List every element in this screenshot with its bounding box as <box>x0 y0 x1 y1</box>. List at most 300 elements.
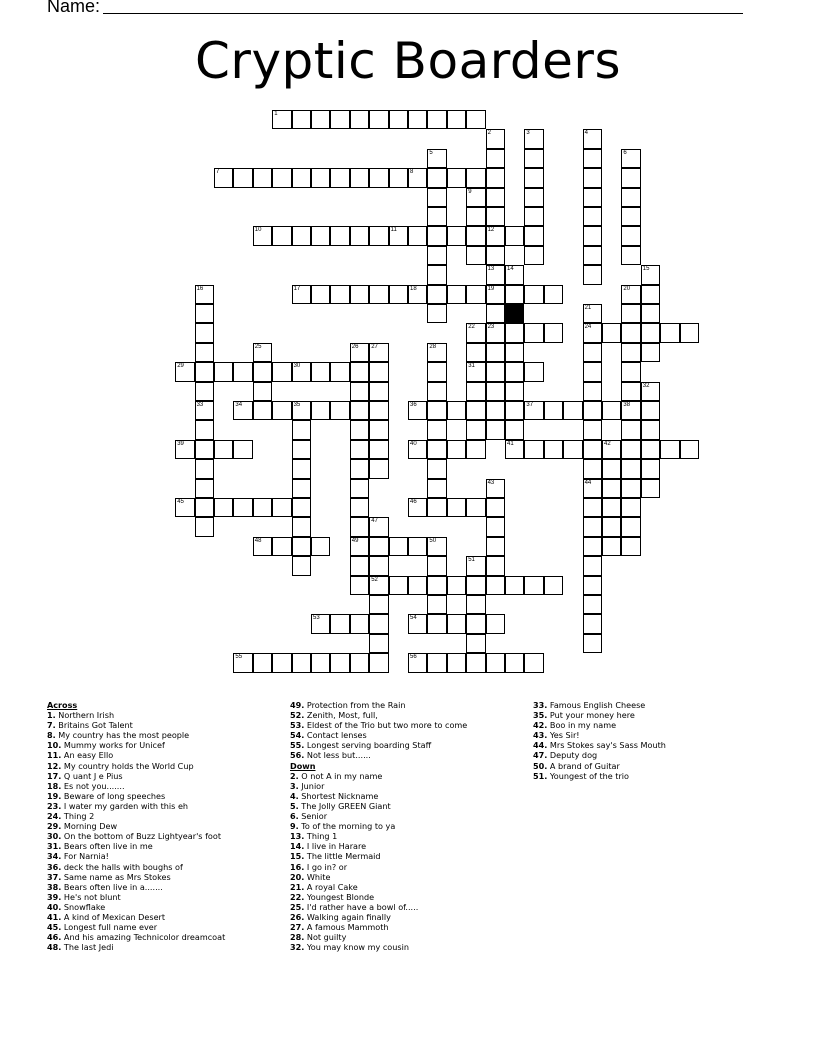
grid-cell[interactable] <box>447 498 466 517</box>
grid-cell[interactable] <box>350 226 369 245</box>
grid-cell[interactable] <box>214 362 233 381</box>
grid-cell[interactable] <box>602 517 621 536</box>
grid-cell[interactable] <box>486 323 505 342</box>
grid-cell[interactable] <box>350 517 369 536</box>
grid-cell[interactable] <box>621 517 640 536</box>
grid-cell[interactable] <box>427 420 446 439</box>
grid-cell[interactable] <box>583 207 602 226</box>
grid-cell[interactable] <box>563 401 582 420</box>
grid-cell[interactable] <box>369 459 388 478</box>
grid-cell[interactable] <box>292 517 311 536</box>
grid-cell[interactable] <box>311 226 330 245</box>
grid-cell[interactable] <box>369 576 388 595</box>
grid-cell[interactable] <box>486 362 505 381</box>
grid-cell[interactable] <box>524 323 543 342</box>
grid-cell[interactable] <box>350 556 369 575</box>
grid-cell[interactable] <box>350 110 369 129</box>
grid-cell[interactable] <box>330 110 349 129</box>
grid-cell[interactable] <box>195 479 214 498</box>
grid-cell[interactable] <box>466 168 485 187</box>
grid-cell[interactable] <box>369 362 388 381</box>
grid-cell[interactable] <box>350 382 369 401</box>
grid-cell[interactable] <box>544 401 563 420</box>
grid-cell[interactable] <box>602 459 621 478</box>
grid-cell[interactable] <box>486 149 505 168</box>
grid-cell[interactable] <box>524 362 543 381</box>
grid-cell[interactable] <box>292 401 311 420</box>
grid-cell[interactable] <box>680 323 699 342</box>
grid-cell[interactable] <box>447 226 466 245</box>
grid-cell[interactable] <box>505 653 524 672</box>
grid-cell[interactable] <box>524 129 543 148</box>
grid-cell[interactable] <box>253 362 272 381</box>
grid-cell[interactable] <box>583 634 602 653</box>
grid-cell[interactable] <box>350 401 369 420</box>
grid-cell[interactable] <box>292 556 311 575</box>
grid-cell[interactable] <box>641 343 660 362</box>
grid-cell[interactable] <box>369 168 388 187</box>
grid-cell[interactable] <box>350 285 369 304</box>
grid-cell[interactable] <box>350 479 369 498</box>
grid-cell[interactable] <box>408 226 427 245</box>
grid-cell[interactable] <box>505 285 524 304</box>
grid-cell[interactable] <box>195 517 214 536</box>
grid-cell[interactable] <box>505 576 524 595</box>
grid-cell[interactable] <box>486 576 505 595</box>
grid-cell[interactable] <box>486 401 505 420</box>
grid-cell[interactable] <box>389 110 408 129</box>
grid-cell[interactable] <box>621 498 640 517</box>
grid-cell[interactable] <box>583 382 602 401</box>
grid-cell[interactable] <box>330 653 349 672</box>
grid-cell[interactable] <box>447 614 466 633</box>
grid-cell[interactable] <box>466 382 485 401</box>
grid-cell[interactable] <box>292 362 311 381</box>
grid-cell[interactable] <box>486 207 505 226</box>
grid-cell[interactable] <box>195 343 214 362</box>
grid-cell[interactable] <box>621 382 640 401</box>
grid-cell[interactable] <box>369 440 388 459</box>
grid-cell[interactable] <box>427 265 446 284</box>
grid-cell[interactable] <box>583 226 602 245</box>
grid-cell[interactable] <box>505 265 524 284</box>
grid-cell[interactable] <box>195 498 214 517</box>
grid-cell[interactable] <box>292 168 311 187</box>
grid-cell[interactable] <box>524 576 543 595</box>
grid-cell[interactable] <box>486 382 505 401</box>
grid-cell[interactable] <box>369 614 388 633</box>
grid-cell[interactable] <box>641 401 660 420</box>
grid-cell[interactable] <box>505 343 524 362</box>
grid-cell[interactable] <box>486 517 505 536</box>
grid-cell[interactable] <box>330 614 349 633</box>
grid-cell[interactable] <box>427 479 446 498</box>
grid-cell[interactable] <box>486 304 505 323</box>
grid-cell[interactable] <box>427 556 446 575</box>
grid-cell[interactable] <box>524 149 543 168</box>
grid-cell[interactable] <box>466 595 485 614</box>
grid-cell[interactable] <box>466 188 485 207</box>
grid-cell[interactable] <box>175 362 194 381</box>
grid-cell[interactable] <box>408 498 427 517</box>
grid-cell[interactable] <box>621 343 640 362</box>
grid-cell[interactable] <box>486 285 505 304</box>
grid-cell[interactable] <box>602 537 621 556</box>
grid-cell[interactable] <box>621 149 640 168</box>
grid-cell[interactable] <box>621 537 640 556</box>
grid-cell[interactable] <box>602 440 621 459</box>
grid-cell[interactable] <box>350 576 369 595</box>
grid-cell[interactable] <box>427 343 446 362</box>
grid-cell[interactable] <box>505 420 524 439</box>
grid-cell[interactable] <box>311 653 330 672</box>
grid-cell[interactable] <box>427 459 446 478</box>
grid-cell[interactable] <box>175 440 194 459</box>
grid-cell[interactable] <box>195 440 214 459</box>
grid-cell[interactable] <box>330 362 349 381</box>
grid-cell[interactable] <box>369 556 388 575</box>
grid-cell[interactable] <box>389 537 408 556</box>
grid-cell[interactable] <box>272 110 291 129</box>
grid-cell[interactable] <box>641 382 660 401</box>
grid-cell[interactable] <box>389 576 408 595</box>
grid-cell[interactable] <box>583 517 602 536</box>
grid-cell[interactable] <box>408 537 427 556</box>
grid-cell[interactable] <box>292 653 311 672</box>
grid-cell[interactable] <box>427 576 446 595</box>
grid-cell[interactable] <box>272 226 291 245</box>
grid-cell[interactable] <box>427 207 446 226</box>
grid-cell[interactable] <box>602 401 621 420</box>
grid-cell[interactable] <box>253 653 272 672</box>
grid-cell[interactable] <box>272 401 291 420</box>
grid-cell[interactable] <box>350 343 369 362</box>
grid-cell[interactable] <box>524 168 543 187</box>
grid-cell[interactable] <box>621 420 640 439</box>
grid-cell[interactable] <box>563 440 582 459</box>
grid-cell[interactable] <box>466 498 485 517</box>
grid-cell[interactable] <box>311 285 330 304</box>
grid-cell[interactable] <box>583 498 602 517</box>
grid-cell[interactable] <box>292 285 311 304</box>
grid-cell[interactable] <box>195 285 214 304</box>
grid-cell[interactable] <box>427 226 446 245</box>
grid-cell[interactable] <box>233 498 252 517</box>
grid-cell[interactable] <box>466 556 485 575</box>
grid-cell[interactable] <box>350 614 369 633</box>
grid-cell[interactable] <box>641 440 660 459</box>
grid-cell[interactable] <box>311 401 330 420</box>
grid-cell[interactable] <box>292 459 311 478</box>
grid-cell[interactable] <box>621 362 640 381</box>
grid-cell[interactable] <box>583 304 602 323</box>
grid-cell[interactable] <box>486 614 505 633</box>
grid-cell[interactable] <box>583 614 602 633</box>
grid-cell[interactable] <box>466 614 485 633</box>
grid-cell[interactable] <box>233 362 252 381</box>
grid-cell[interactable] <box>544 323 563 342</box>
grid-cell[interactable] <box>466 285 485 304</box>
grid-cell[interactable] <box>292 537 311 556</box>
grid-cell[interactable] <box>330 401 349 420</box>
grid-cell[interactable] <box>486 129 505 148</box>
grid-cell[interactable] <box>408 285 427 304</box>
grid-cell[interactable] <box>621 459 640 478</box>
grid-cell[interactable] <box>369 401 388 420</box>
grid-cell[interactable] <box>233 440 252 459</box>
grid-cell[interactable] <box>427 653 446 672</box>
grid-cell[interactable] <box>583 556 602 575</box>
grid-cell[interactable] <box>408 168 427 187</box>
grid-cell[interactable] <box>486 226 505 245</box>
grid-cell[interactable] <box>408 653 427 672</box>
grid-cell[interactable] <box>427 362 446 381</box>
grid-cell[interactable] <box>292 479 311 498</box>
grid-cell[interactable] <box>272 168 291 187</box>
grid-cell[interactable] <box>505 226 524 245</box>
grid-cell[interactable] <box>350 498 369 517</box>
grid-cell[interactable] <box>466 207 485 226</box>
grid-cell[interactable] <box>583 576 602 595</box>
grid-cell[interactable] <box>621 401 640 420</box>
grid-cell[interactable] <box>408 401 427 420</box>
grid-cell[interactable] <box>583 265 602 284</box>
grid-cell[interactable] <box>350 459 369 478</box>
grid-cell[interactable] <box>583 188 602 207</box>
grid-cell[interactable] <box>583 420 602 439</box>
grid-cell[interactable] <box>466 653 485 672</box>
grid-cell[interactable] <box>369 595 388 614</box>
grid-cell[interactable] <box>350 537 369 556</box>
grid-cell[interactable] <box>311 537 330 556</box>
grid-cell[interactable] <box>660 323 679 342</box>
grid-cell[interactable] <box>621 168 640 187</box>
grid-cell[interactable] <box>253 498 272 517</box>
grid-cell[interactable] <box>369 110 388 129</box>
grid-cell[interactable] <box>447 653 466 672</box>
grid-cell[interactable] <box>253 401 272 420</box>
grid-cell[interactable] <box>272 498 291 517</box>
grid-cell[interactable] <box>369 343 388 362</box>
grid-cell[interactable] <box>292 420 311 439</box>
grid-cell[interactable] <box>447 168 466 187</box>
grid-cell[interactable] <box>621 323 640 342</box>
grid-cell[interactable] <box>583 537 602 556</box>
grid-cell[interactable] <box>602 323 621 342</box>
grid-cell[interactable] <box>214 498 233 517</box>
grid-cell[interactable] <box>466 401 485 420</box>
grid-cell[interactable] <box>447 401 466 420</box>
grid-cell[interactable] <box>233 401 252 420</box>
grid-cell[interactable] <box>369 420 388 439</box>
grid-cell[interactable] <box>621 285 640 304</box>
grid-cell[interactable] <box>408 110 427 129</box>
grid-cell[interactable] <box>214 168 233 187</box>
grid-cell[interactable] <box>641 479 660 498</box>
grid-cell[interactable] <box>427 440 446 459</box>
grid-cell[interactable] <box>466 576 485 595</box>
grid-cell[interactable] <box>641 323 660 342</box>
grid-cell[interactable] <box>583 343 602 362</box>
grid-cell[interactable] <box>621 188 640 207</box>
grid-cell[interactable] <box>408 614 427 633</box>
grid-cell[interactable] <box>427 595 446 614</box>
grid-cell[interactable] <box>466 226 485 245</box>
grid-cell[interactable] <box>195 304 214 323</box>
grid-cell[interactable] <box>583 401 602 420</box>
grid-cell[interactable] <box>427 168 446 187</box>
grid-cell[interactable] <box>524 188 543 207</box>
grid-cell[interactable] <box>466 323 485 342</box>
grid-cell[interactable] <box>214 440 233 459</box>
grid-cell[interactable] <box>621 440 640 459</box>
grid-cell[interactable] <box>195 420 214 439</box>
grid-cell[interactable] <box>621 207 640 226</box>
grid-cell[interactable] <box>505 323 524 342</box>
grid-cell[interactable] <box>427 614 446 633</box>
grid-cell[interactable] <box>311 362 330 381</box>
grid-cell[interactable] <box>486 556 505 575</box>
grid-cell[interactable] <box>583 168 602 187</box>
grid-cell[interactable] <box>621 479 640 498</box>
grid-cell[interactable] <box>427 246 446 265</box>
grid-cell[interactable] <box>389 285 408 304</box>
grid-cell[interactable] <box>505 362 524 381</box>
grid-cell[interactable] <box>253 168 272 187</box>
grid-cell[interactable] <box>408 576 427 595</box>
grid-cell[interactable] <box>486 188 505 207</box>
grid-cell[interactable] <box>195 323 214 342</box>
grid-cell[interactable] <box>583 440 602 459</box>
grid-cell[interactable] <box>369 382 388 401</box>
grid-cell[interactable] <box>641 265 660 284</box>
grid-cell[interactable] <box>427 285 446 304</box>
grid-cell[interactable] <box>175 498 194 517</box>
grid-cell[interactable] <box>330 168 349 187</box>
grid-cell[interactable] <box>408 440 427 459</box>
grid-cell[interactable] <box>447 440 466 459</box>
grid-cell[interactable] <box>272 537 291 556</box>
grid-cell[interactable] <box>447 576 466 595</box>
grid-cell[interactable] <box>602 498 621 517</box>
grid-cell[interactable] <box>272 653 291 672</box>
grid-cell[interactable] <box>195 382 214 401</box>
grid-cell[interactable] <box>311 168 330 187</box>
grid-cell[interactable] <box>292 440 311 459</box>
grid-cell[interactable] <box>330 285 349 304</box>
grid-cell[interactable] <box>253 537 272 556</box>
grid-cell[interactable] <box>524 246 543 265</box>
grid-cell[interactable] <box>602 479 621 498</box>
grid-cell[interactable] <box>505 440 524 459</box>
grid-cell[interactable] <box>427 382 446 401</box>
grid-cell[interactable] <box>369 537 388 556</box>
grid-cell[interactable] <box>253 382 272 401</box>
grid-cell[interactable] <box>583 149 602 168</box>
grid-cell[interactable] <box>486 653 505 672</box>
grid-cell[interactable] <box>466 420 485 439</box>
grid-cell[interactable] <box>447 110 466 129</box>
grid-cell[interactable] <box>544 576 563 595</box>
grid-cell[interactable] <box>427 149 446 168</box>
grid-cell[interactable] <box>195 362 214 381</box>
grid-cell[interactable] <box>660 440 679 459</box>
grid-cell[interactable] <box>233 653 252 672</box>
grid-cell[interactable] <box>524 207 543 226</box>
grid-cell[interactable] <box>505 382 524 401</box>
grid-cell[interactable] <box>486 420 505 439</box>
grid-cell[interactable] <box>447 285 466 304</box>
grid-cell[interactable] <box>486 498 505 517</box>
grid-cell[interactable] <box>369 634 388 653</box>
grid-cell[interactable] <box>427 188 446 207</box>
grid-cell[interactable] <box>641 304 660 323</box>
grid-cell[interactable] <box>466 634 485 653</box>
grid-cell[interactable] <box>466 343 485 362</box>
grid-cell[interactable] <box>621 246 640 265</box>
grid-cell[interactable] <box>466 110 485 129</box>
grid-cell[interactable] <box>427 304 446 323</box>
grid-cell[interactable] <box>583 479 602 498</box>
grid-cell[interactable] <box>524 440 543 459</box>
grid-cell[interactable] <box>486 246 505 265</box>
grid-cell[interactable] <box>583 595 602 614</box>
grid-cell[interactable] <box>466 246 485 265</box>
grid-cell[interactable] <box>524 285 543 304</box>
grid-cell[interactable] <box>621 226 640 245</box>
grid-cell[interactable] <box>253 226 272 245</box>
grid-cell[interactable] <box>369 226 388 245</box>
grid-cell[interactable] <box>466 440 485 459</box>
grid-cell[interactable] <box>583 459 602 478</box>
grid-cell[interactable] <box>583 129 602 148</box>
grid-cell[interactable] <box>524 401 543 420</box>
grid-cell[interactable] <box>621 304 640 323</box>
grid-cell[interactable] <box>292 498 311 517</box>
grid-cell[interactable] <box>350 362 369 381</box>
grid-cell[interactable] <box>311 110 330 129</box>
grid-cell[interactable] <box>292 226 311 245</box>
grid-cell[interactable] <box>427 498 446 517</box>
grid-cell[interactable] <box>427 110 446 129</box>
grid-cell[interactable] <box>369 517 388 536</box>
grid-cell[interactable] <box>292 110 311 129</box>
grid-cell[interactable] <box>350 168 369 187</box>
grid-cell[interactable] <box>641 285 660 304</box>
grid-cell[interactable] <box>350 420 369 439</box>
grid-cell[interactable] <box>350 440 369 459</box>
grid-cell[interactable] <box>486 265 505 284</box>
grid-cell[interactable] <box>311 614 330 633</box>
grid-cell[interactable] <box>524 226 543 245</box>
grid-cell[interactable] <box>680 440 699 459</box>
grid-cell[interactable] <box>544 440 563 459</box>
grid-cell[interactable] <box>350 653 369 672</box>
grid-cell[interactable] <box>233 168 252 187</box>
grid-cell[interactable] <box>195 401 214 420</box>
grid-cell[interactable] <box>389 226 408 245</box>
grid-cell[interactable] <box>486 343 505 362</box>
grid-cell[interactable] <box>505 401 524 420</box>
grid-cell[interactable] <box>583 362 602 381</box>
grid-cell[interactable] <box>641 459 660 478</box>
grid-cell[interactable] <box>330 226 349 245</box>
grid-cell[interactable] <box>486 479 505 498</box>
grid-cell[interactable] <box>253 343 272 362</box>
grid-cell[interactable] <box>486 537 505 556</box>
grid-cell[interactable] <box>369 653 388 672</box>
grid-cell[interactable] <box>466 362 485 381</box>
